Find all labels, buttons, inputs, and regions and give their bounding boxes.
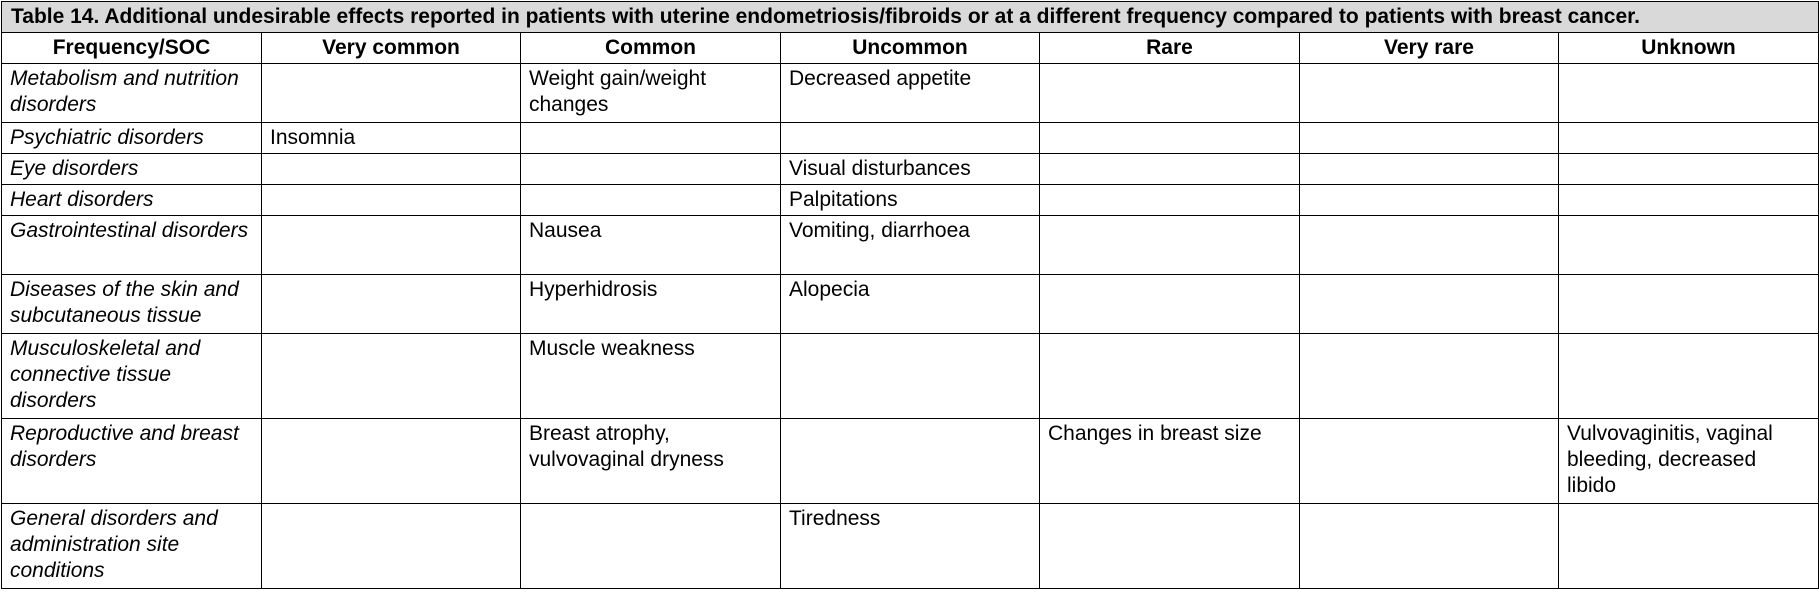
- column-header: Frequency/SOC: [2, 33, 262, 64]
- table-cell: [1040, 123, 1300, 154]
- table-row: [2, 334, 1819, 419]
- column-header: Unknown: [1559, 33, 1819, 64]
- table-cell: [1040, 275, 1300, 334]
- soc-cell: Musculoskeletal and connective tissue disorders: [2, 334, 262, 419]
- table-cell: Tiredness: [781, 504, 1040, 589]
- table-cell: [1040, 185, 1300, 216]
- soc-cell: General disorders and administration site conditions: [2, 504, 262, 589]
- soc-cell: Gastrointestinal disorders: [2, 216, 262, 275]
- table-cell: Changes in breast size: [1040, 419, 1300, 504]
- soc-cell: Metabolism and nutrition disorders: [2, 64, 262, 123]
- table-cell: [1300, 185, 1559, 216]
- table-cell: [1300, 275, 1559, 334]
- soc-cell: Reproductive and breast disorders: [2, 419, 262, 504]
- table-cell: [262, 504, 521, 589]
- column-header: Rare: [1040, 33, 1300, 64]
- table-cell: [262, 275, 521, 334]
- column-header: Uncommon: [781, 33, 1040, 64]
- table-cell: [521, 185, 781, 216]
- table-cell: [262, 419, 521, 504]
- table-cell: [1559, 504, 1819, 589]
- table-cell: Hyperhidrosis: [521, 275, 781, 334]
- table-cell: Visual disturbances: [781, 154, 1040, 185]
- table-cell: [262, 154, 521, 185]
- table-row: [2, 275, 1819, 334]
- table-cell: Weight gain/weight changes: [521, 64, 781, 123]
- table-cell: [1300, 334, 1559, 419]
- table-cell: [521, 154, 781, 185]
- soc-cell: Psychiatric disorders: [2, 123, 262, 154]
- table-row: [2, 216, 1819, 275]
- column-header: Very common: [262, 33, 521, 64]
- table-cell: [1559, 154, 1819, 185]
- soc-cell: Diseases of the skin and subcutaneous tissue: [2, 275, 262, 334]
- table-cell: Vomiting, diarrhoea: [781, 216, 1040, 275]
- table-cell: [1040, 154, 1300, 185]
- table-cell: [1559, 334, 1819, 419]
- table-cell: [1300, 64, 1559, 123]
- table-cell: Alopecia: [781, 275, 1040, 334]
- caption-row: [2, 2, 1819, 33]
- table-cell: Muscle weakness: [521, 334, 781, 419]
- table-cell: [262, 334, 521, 419]
- column-header: Very rare: [1300, 33, 1559, 64]
- table-cell: [781, 334, 1040, 419]
- table-cell: [781, 123, 1040, 154]
- table-row: [2, 419, 1819, 504]
- table-cell: [781, 419, 1040, 504]
- table-cell: [521, 123, 781, 154]
- table-cell: Insomnia: [262, 123, 521, 154]
- table-row: [2, 154, 1819, 185]
- table-cell: [262, 185, 521, 216]
- column-header: Common: [521, 33, 781, 64]
- table-cell: Vulvovaginitis, vaginal bleeding, decreased libido: [1559, 419, 1819, 504]
- table-cell: [262, 64, 521, 123]
- table-cell: Breast atrophy, vulvovaginal dryness: [521, 419, 781, 504]
- table-cell: [1559, 216, 1819, 275]
- soc-cell: Eye disorders: [2, 154, 262, 185]
- table-cell: [262, 216, 521, 275]
- table-caption: Table 14. Additional undesirable effects reported in patients with uterine endometriosis/fibroids or at a different frequency compared to patients with breast cancer.: [2, 2, 1819, 33]
- table-row: [2, 185, 1819, 216]
- table-cell: [521, 504, 781, 589]
- table-row: [2, 64, 1819, 123]
- soc-cell: Heart disorders: [2, 185, 262, 216]
- table-cell: [1300, 504, 1559, 589]
- table-cell: [1300, 123, 1559, 154]
- table-cell: [1300, 154, 1559, 185]
- table-cell: [1300, 216, 1559, 275]
- table-cell: [1559, 275, 1819, 334]
- table-cell: [1040, 64, 1300, 123]
- table-row: [2, 504, 1819, 589]
- table-row: [2, 123, 1819, 154]
- table-cell: [1559, 123, 1819, 154]
- table-cell: Nausea: [521, 216, 781, 275]
- table-cell: [1040, 216, 1300, 275]
- undesirable-effects-table: [1, 1, 1819, 589]
- table-cell: [1559, 64, 1819, 123]
- table-cell: Palpitations: [781, 185, 1040, 216]
- table-cell: [1559, 185, 1819, 216]
- column-header-row: [2, 33, 1819, 64]
- table-cell: [1040, 334, 1300, 419]
- table-cell: [1300, 419, 1559, 504]
- table-cell: [1040, 504, 1300, 589]
- table-cell: Decreased appetite: [781, 64, 1040, 123]
